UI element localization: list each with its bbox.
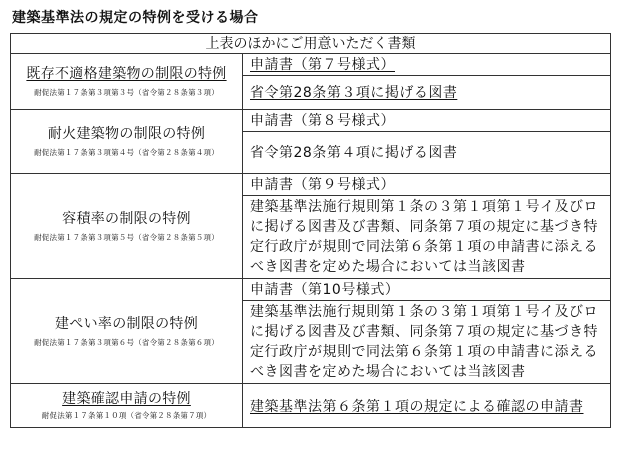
- provision-name: 建ぺい率の制限の特例: [55, 315, 198, 332]
- provision-cell: [11, 110, 243, 174]
- special-provisions-table: [10, 33, 611, 428]
- provision-reference: 耐促法第１７条第３項第６号（省令第２８条第６項）: [34, 337, 219, 347]
- table-row: [11, 384, 611, 428]
- table-header-row: [11, 34, 611, 54]
- document-text: 建築基準法第６条第１項の規定による確認の申請書: [250, 398, 584, 415]
- provision-name: 耐火建築物の制限の特例: [47, 126, 206, 142]
- document-cell: [243, 301, 611, 384]
- document-cell: [243, 110, 611, 132]
- provision-name: 容積率の制限の特例: [62, 210, 191, 227]
- document-cell: [243, 384, 611, 428]
- provision-reference: 耐促法第１７条第１０項（省令第２８条第７項）: [41, 411, 212, 420]
- document-text: 申請書（第10号様式）: [250, 281, 400, 298]
- provision-cell: [11, 384, 243, 428]
- page-title: 建築基準法の規定の特例を受ける場合: [12, 10, 259, 26]
- provision-reference: 耐促法第１７条第３項第３号（省令第２８条第３項）: [34, 88, 219, 97]
- document-text: 申請書（第７号様式）: [250, 56, 395, 73]
- document-text: 省令第28条第３項に掲げる図書: [250, 84, 458, 101]
- table-row: [11, 54, 611, 76]
- provision-cell: [11, 279, 243, 384]
- table-header: 上表のほかにご用意いただく書類: [11, 34, 611, 54]
- table-row: [11, 174, 611, 196]
- document-cell: [243, 76, 611, 110]
- table-row: [11, 279, 611, 301]
- document-text: 建築基準法施行規則第１条の３第１項第１号イ及びロに掲げる図書及び書類、同条第７項の規定に基づき特定行政庁が規則で同法第６条第１項の申請書に添えるべき図書を定めた場合においては当該図書: [250, 304, 598, 380]
- document-text: 申請書（第８号様式）: [250, 112, 395, 129]
- document-cell: [243, 54, 611, 76]
- document-cell: [243, 279, 611, 301]
- table-row: [11, 110, 611, 132]
- document-text: 建築基準法施行規則第１条の３第１項第１号イ及びロに掲げる図書及び書類、同条第７項の規定に基づき特定行政庁が規則で同法第６条第１項の申請書に添えるべき図書を定めた場合においては当該図書: [250, 199, 598, 275]
- document-cell: [243, 174, 611, 196]
- provision-cell: [11, 174, 243, 279]
- provision-reference: 耐促法第１７条第３項第４号（省令第２８条第４項）: [34, 148, 219, 157]
- provision-name: 建築確認申請の特例: [62, 391, 191, 407]
- provision-reference: 耐促法第１７条第３項第５号（省令第２８条第５項）: [34, 232, 219, 242]
- provision-cell: [11, 54, 243, 110]
- document-text: 申請書（第９号様式）: [250, 176, 395, 193]
- document-cell: [243, 196, 611, 279]
- document-text: 省令第28条第４項に掲げる図書: [250, 144, 458, 161]
- provision-name: 既存不適格建築物の制限の特例: [26, 66, 227, 82]
- document-cell: [243, 132, 611, 174]
